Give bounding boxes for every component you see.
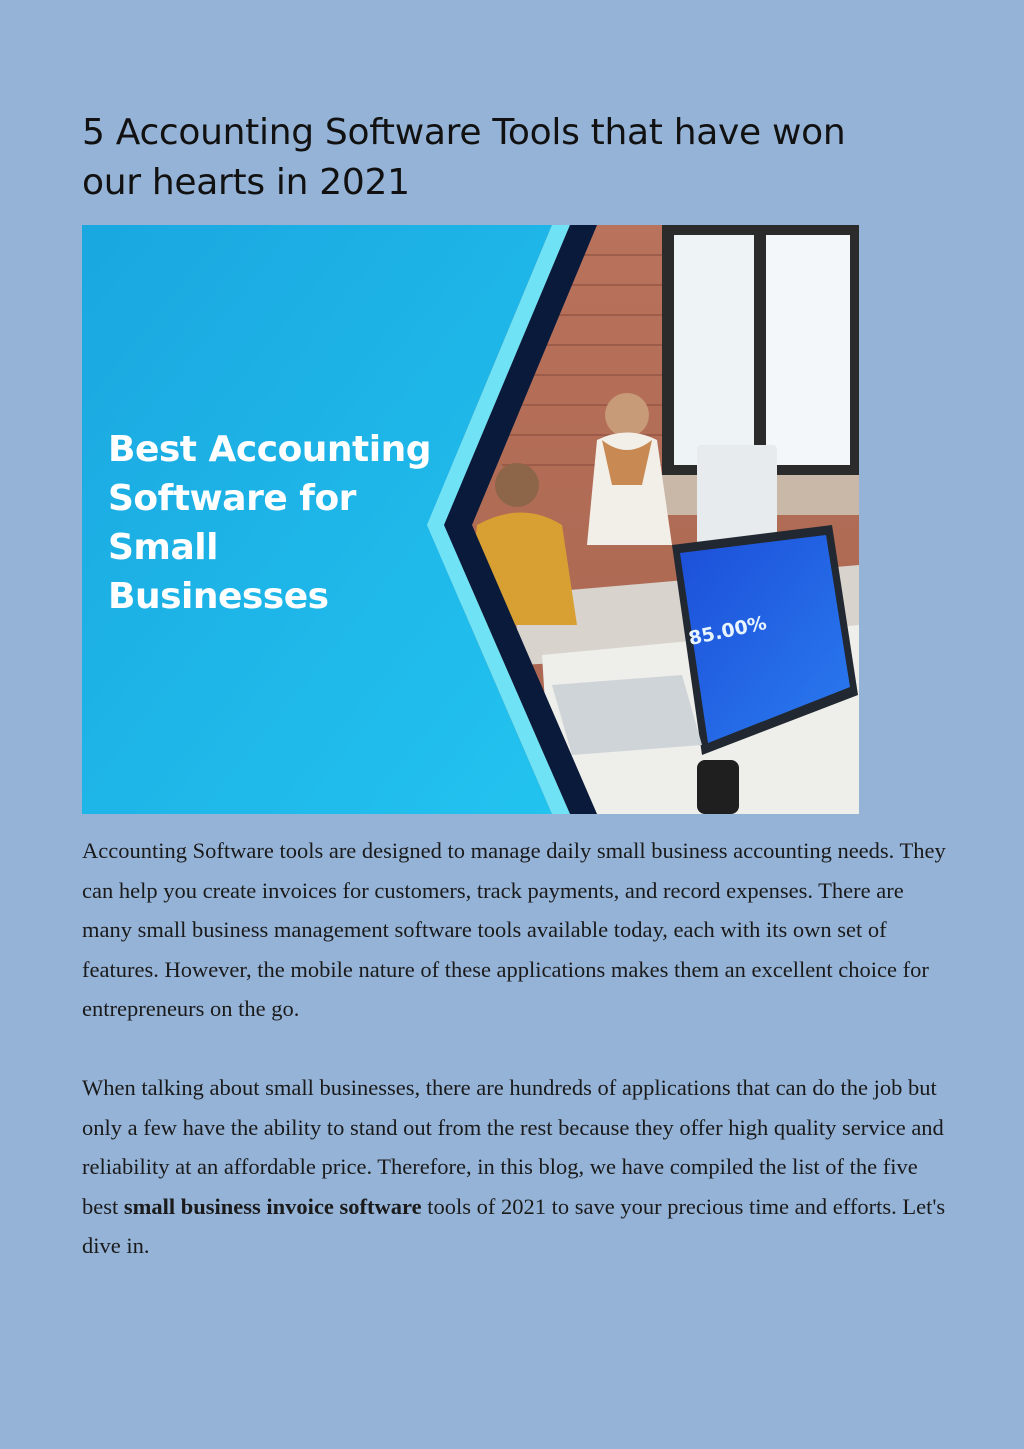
title-line-1: 5 Accounting Software Tools that have won [82,112,846,153]
paragraph2-text-end: tools of 2021 to save your precious time and efforts. Let's dive in. [82,1193,946,1258]
title-line-2: our hearts in 2021 [82,162,410,203]
hero-line-2: Software for [108,478,356,519]
intro-paragraph: Accounting Software tools are designed to manage daily small business accounting needs. They can help you create invoices for customers, track payments, and record expenses. There are many small business management software tools available today, each with its own set of features. However, the mobile nature of these applications makes them an excellent choice for entrepreneurs on the go. [82,838,946,1021]
second-paragraph [82,1068,952,1266]
hero-line-4: Businesses [108,576,329,617]
laptop-screen-value: 85.00% [686,612,769,650]
hero-line-3: Small [108,527,218,568]
hero-headline [108,425,431,621]
paragraph2-bold-keyword: small business invoice software [123,1193,422,1219]
hero-line-1: Best Accounting [108,429,432,470]
article-title [82,108,902,208]
paragraph2-text-start: When talking about small businesses, there are hundreds of applications that can do the job but only a few have the ability to stand out from the rest because they offer high quality service and reliability at an affordable price. Therefore, in this blog, we have compiled the list of the five best [82,1075,944,1219]
hero-image [82,225,859,814]
